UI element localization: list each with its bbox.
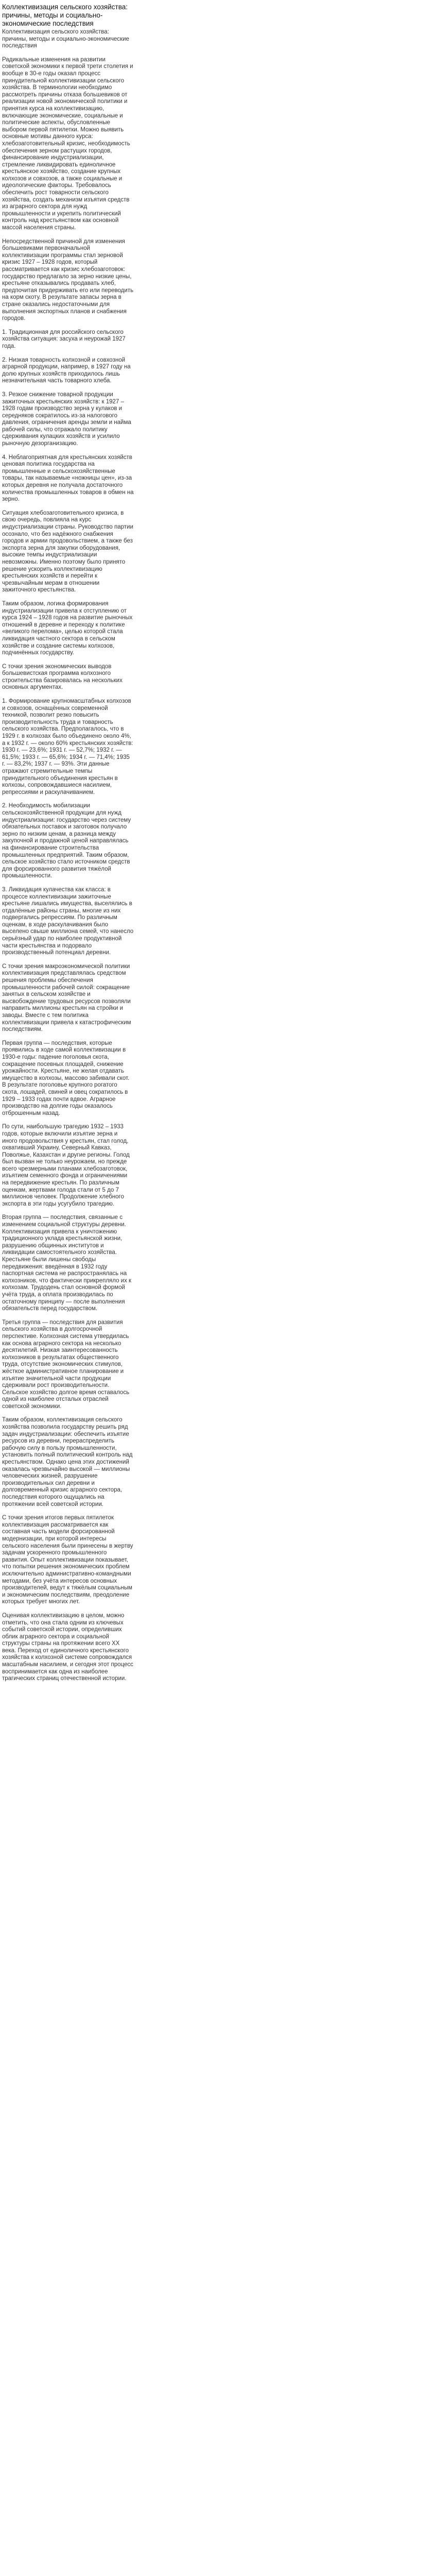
paragraph: 2. Необходимость мобилизации сельскохозяйственной продукции для нужд индустриализации: государство через систему обязательных поставок и заготовок получало зерно по низким ценам, а разница между закупочной и продажной ценой направлялась на финансирование строительства промышленных предприятий. Таким образом, сельское хозяйство стало источником средств для форсированного развития тяжёлой промышленности. — [2, 803, 131, 879]
paragraph: Радикальные изменения на развитии советской экономики к первой трети столетия и вообще в 30-е годы оказал процесс принудительной коллективизации сельского хозяйства. В терминологии необходимо рассмотреть причины отказа большевиков от реализации новой экономической политики и принятия курса на коллективизацию, включающие экономические, социальные и политические аспекты, обусловленные выбором первой пятилетки. Можно выявить основные мотивы данного курса: хлебозаготовительный кризис, необходимость обеспечения зерном растущих городов, финансирование индустриализации, стремление ликвидировать единоличное крестьянское хозяйство, создание крупных колхозов и совхозов, а также социальные и идеологические факторы. Требовалось обеспечить рост товарности сельского хозяйства, создать механизм изъятия средств из аграрного сектора для нужд промышленности и укрепить политический контроль над крестьянством как основной массой населения страны. — [2, 56, 133, 231]
paragraph: Непосредственной причиной для изменения большевиками первоначальной коллективизации программы стал зерновой кризис 1927 – 1928 годов, который рассматривается как кризис хлебозаготовок: государство предлагало за зерно низкие цены, крестьяне отказывались продавать хлеб, предпочитая придерживать его или переводить на корм скоту. В результате запасы зерна в стране оказались недостаточными для выполнения экспортных планов и снабжения городов. — [2, 238, 134, 322]
paragraph: 3. Резкое снижение товарной продукции зажиточных крестьянских хозяйств: к 1927 – 1928 годам производство зерна у кулаков и середняков сократилось из-за налогового давления, ограничения аренды земли и найма рабочей силы, что отражало политику сдерживания кулацких хозяйств и усилило рыночную дезорганизацию. — [2, 391, 131, 447]
paragraph: С точки зрения макроэкономической политики коллективизация представлялась средством решения проблемы обеспечения промышленности рабочей силой: сокращение занятых в сельском хозяйстве и высвобождение трудовых ресурсов позволяли направить миллионы крестьян на стройки и заводы. Вместе с тем политика коллективизации привела к катастрофическим последствиям. — [2, 963, 131, 1033]
article-body — [2, 57, 134, 1683]
paragraph: С точки зрения экономических выводов большевистская программа колхозного строительства базировалась на нескольких основных аргументах. — [2, 663, 123, 691]
article-subtitle: Коллективизация сельского хозяйства: причины, методы и социально-экономические последствия — [2, 29, 129, 49]
paragraph: Ситуация хлебозаготовительного кризиса, в свою очередь, повлияла на курс индустриализации страны. Руководство партии осознало, что без надёжного снабжения городов и армии продовольствием, а также без экспорта зерна для закупки оборудования, высокие темпы индустриализации невозможны. Именно поэтому было принято решение ускорить коллективизацию крестьянских хозяйств и перейти к чрезвычайным мерам в отношении зажиточного крестьянства. — [2, 510, 133, 594]
article — [0, 0, 134, 1694]
article-title: Коллективизация сельского хозяйства: причины, методы и социально-экономические последствия — [2, 3, 128, 27]
paragraph: По сути, наибольшую трагедию 1932 – 1933 годов, которые включили изъятие зерна и иного продовольствия у крестьян, стал голод, охвативший Украину, Северный Кавказ, Поволжье, Казахстан и другие регионы. Голод был вызван не только неурожаем, но прежде всего чрезмерными планами хлебозаготовок, изъятием семенного фонда и ограничениями на передвижение крестьян. По различным оценкам, жертвами голода стали от 5 до 7 миллионов человек. Продолжение хлебного экспорта в эти годы усугубило трагедию. — [2, 1124, 130, 1207]
paragraph: Третья группа — последствия для развития сельского хозяйства в долгосрочной перспективе. Колхозная система утвердилась как основа аграрного сектора на несколько десятилетий. Низкая заинтересованность колхозников в результатах общественного труда, отсутствие экономических стимулов, жёсткое административное планирование и изъятие значительной части продукции сдерживали рост производительности. Сельское хозяйство долгое время оставалось одной из наиболее отсталых отраслей советской экономики. — [2, 1319, 130, 1410]
paragraph: С точки зрения итогов первых пятилеток коллективизация рассматривается как составная часть модели форсированной модернизации, при которой интересы сельского населения были принесены в жертву задачам ускоренного промышленного развития. Опыт коллективизации показывает, что попытки решения экономических проблем исключительно административно-командными методами, без учёта интересов основных производителей, ведут к тяжёлым социальным и экономическим последствиям, преодоление которых требует многих лет. — [2, 1515, 133, 1605]
paragraph: Вторая группа — последствия, связанные с изменением социальной структуры деревни. Коллективизация привела к уничтожению традиционного уклада крестьянской жизни, разрушению общинных институтов и ликвидации самостоятельного хозяйства. Крестьяне были лишены свободы передвижения: введённая в 1932 году паспортная система не распространялась на колхозников, что фактически прикрепляло их к колхозам. Трудодень стал основной формой учёта труда, а оплата производилась по остаточному принципу — после выполнения обязательств перед государством. — [2, 1214, 132, 1312]
paragraph: 2. Низкая товарность колхозной и совхозной аграрной продукции, например, в 1927 году на долю крупных хозяйств приходилось лишь незначительная часть товарного хлеба. — [2, 357, 131, 384]
paragraph: 3. Ликвидация кулачества как класса: в процессе коллективизации зажиточные крестьяне лишались имущества, выселялись в отдалённые районы страны, многие из них подвергались репрессиям. По различным оценкам, в ходе раскулачивания было выселено свыше миллиона семей, что нанесло серьёзный удар по наиболее продуктивной части крестьянства и подорвало производственный потенциал деревни. — [2, 886, 134, 956]
paragraph: 1. Традиционная для российского сельского хозяйства ситуация: засуха и неурожай 1927 года. — [2, 329, 126, 349]
paragraph: 1. Формирование крупномасштабных колхозов и совхозов, оснащённых современной техникой, позволит резко повысить производительность труда и товарность сельского хозяйства. Предполагалось, что в 1929 г. в колхозах было объединено около 4%, а к 1932 г. — около 60% крестьянских хозяйств: 1930 г. — 23,6%; 1931 г. — 52,7%; 1932 г. — 61,5%; 1933 г. — 65,6%; 1934 г. — 71,4%; 1935 г. — 83,2%; 1937 г. — 93%. Эти данные отражают стремительные темпы принудительного объединения крестьян в колхозы, сопровождавшиеся насилием, репрессиями и раскулачиванием. — [2, 698, 133, 795]
paragraph: Первая группа — последствия, которые проявились в ходе самой коллективизации в 1930-е годы: падение поголовья скота, сокращение посевных площадей, снижение урожайности. Крестьяне, не желая отдавать имущество в колхозы, массово забивали скот. В результате поголовье крупного рогатого скота, лошадей, свиней и овец сократилось в 1929 – 1933 годах почти вдвое. Аграрное производство на долгие годы оказалось отброшенным назад. — [2, 1040, 130, 1116]
paragraph: Таким образом, логика формирования индустриализации привела к отступлению от курса 1924 – 1928 годов на развитие рыночных отношений в деревне и переходу к политике «великого перелома», целью которой стала ликвидация частного сектора в сельском хозяйстве и создание системы колхозов, подчинённых государству. — [2, 600, 133, 656]
paragraph: 4. Неблагоприятная для крестьянских хозяйств ценовая политика государства на промышленные и сельскохозяйственные товары, так называемые «ножницы цен», из-за которых деревня не получала достаточного количества промышленных товаров в обмен на зерно. — [2, 454, 134, 503]
paragraph: Таким образом, коллективизация сельского хозяйства позволила государству решить ряд задач индустриализации: обеспечить изъятие ресурсов из деревни, перераспределить рабочую силу в пользу промышленности, установить полный политический контроль над крестьянством. Однако цена этих достижений оказалась чрезвычайно высокой — миллионы человеческих жизней, разрушение производительных сил деревни и долговременный кризис аграрного сектора, последствия которого ощущались на протяжении всей советской истории. — [2, 1417, 133, 1507]
paragraph: Оценивая коллективизацию в целом, можно отметить, что она стала одним из ключевых событий советской истории, определивших облик аграрного сектора и социальной структуры страны на протяжении всего XX века. Переход от единоличного крестьянского хозяйства к колхозной системе сопровождался масштабным насилием, и сегодня этот процесс воспринимается как одна из наиболее трагических страниц отечественной истории. — [2, 1612, 133, 1682]
